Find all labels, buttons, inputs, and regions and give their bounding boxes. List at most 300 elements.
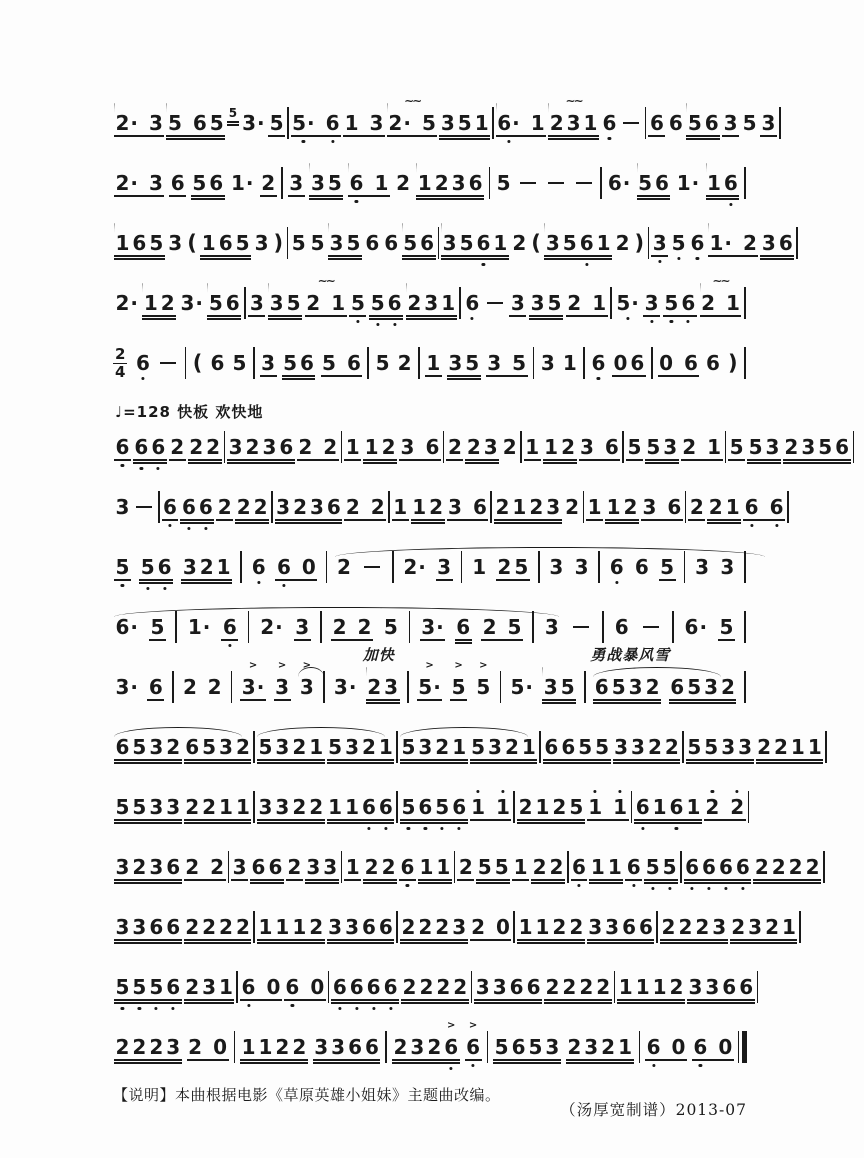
note-char: 1 [707,171,721,195]
beam-line [605,519,639,521]
note-group [256,737,326,757]
beam-line [651,255,668,257]
barline [651,347,653,379]
note-group [399,737,469,757]
note-char: 3 [345,735,359,759]
note-group [165,113,226,133]
octave-dot-low [356,320,359,323]
dash-note [517,173,540,193]
note-group [190,173,226,193]
note-group [180,677,199,697]
mordent-icon: ~~ [712,274,729,288]
note-group [572,557,591,577]
note-char: 2 [495,495,510,519]
note-char: 2· [115,171,139,195]
beam-line [231,879,248,881]
note-group [326,737,396,757]
beam-line [184,942,252,944]
beam-line [686,759,754,761]
note-group [240,113,268,133]
dash-line [573,626,589,628]
octave-dot-low [367,827,370,830]
beam-line [548,138,599,140]
beam-line [260,375,277,377]
beam-line [706,195,740,197]
note-char: 3 [275,735,290,759]
barline [341,851,343,883]
beam-line [327,762,395,764]
slur-arc [114,223,115,233]
note-char: 1 [345,435,360,459]
note-char: 2 [729,797,746,817]
beam-line [400,819,468,821]
barline [645,107,647,139]
note-char: 2 [309,795,324,819]
note-group [729,917,799,937]
note-char: 5 [131,977,148,997]
note-char: 6 [594,675,609,699]
note-group [624,857,643,877]
note-char: 6 [268,855,283,879]
beam-line [328,258,362,260]
note-char: 2 [805,855,820,879]
note-group [680,437,724,457]
note-char: 1 [258,1035,273,1059]
note-char: 3 [738,735,753,759]
beam-line [411,519,445,521]
note-char: 1 [562,351,577,375]
octave-dot-low [750,524,753,527]
caption-note: 【说明】本曲根据电影《草原英雄小姐妹》主题曲改编。 [113,1086,501,1104]
note-char: 6 [451,797,468,817]
note-char: 5 [512,351,527,375]
note-group [312,1037,382,1057]
note-group [343,857,362,877]
note-group [395,353,414,373]
beam-line [587,819,629,821]
note-char: 6 [346,351,361,375]
note-group [215,497,234,517]
note-group [259,353,278,373]
dash-line [487,302,503,304]
note-char: 2 [336,555,351,579]
beam-line [184,939,252,941]
note-char: 2 [458,855,473,879]
note-char: 5 [729,435,744,459]
barline [757,971,759,1003]
note-char: 5 [661,857,678,877]
beam-line [704,819,746,821]
barline [684,551,686,583]
barline [185,347,187,379]
note-char: 6 [209,171,224,195]
note-char: 0 [213,1035,228,1059]
dash-line [643,626,659,628]
note-group [636,173,672,193]
note-char: 3 [720,555,735,579]
beam-line [133,459,167,461]
beam-line [543,459,577,461]
note-char: 6 [361,797,378,817]
note-char: 2 [185,855,200,879]
note-char: 5 [401,735,416,759]
beam-line [406,315,457,317]
note-char: 3 [549,555,564,579]
note-char: 6 [604,435,619,459]
beam-line [625,879,642,881]
note-group [330,977,400,997]
note-char: 6 [768,497,785,517]
octave-dot-low [157,467,160,470]
note-char: 3 [261,351,276,375]
beam-line [658,375,700,377]
beam-line [707,519,741,521]
dash-note [640,617,663,637]
beam-line [486,375,528,377]
score-line-12 [113,784,747,830]
note-group [230,857,249,877]
note-char: 5 [687,111,702,135]
note-char: 3 [546,495,561,519]
beam-line [331,999,399,1001]
note-char: 3 [323,855,338,879]
note-group [289,233,308,253]
note-group [516,797,586,817]
beam-line [114,879,182,881]
note-group [304,274,348,315]
note-group [256,797,326,817]
note-group [113,677,141,697]
beam-line [659,579,676,581]
note-char: 2 [292,735,307,759]
barline [744,671,746,703]
note-group [331,677,359,697]
note-group [399,917,469,937]
barline [454,851,456,883]
octave-dot-low [677,257,680,260]
note-char: 5 [477,855,492,879]
beam-line [548,135,599,137]
note-char: 6 [251,855,266,879]
octave-dot-low [407,827,410,830]
note-char: 2 [245,435,260,459]
note-char: 6 [667,495,682,519]
beam-line [216,519,233,521]
beam-line [446,459,463,461]
note-char: 6 [386,293,403,313]
note-char: 6 [399,857,416,877]
note-char: 3 [688,975,703,999]
note-char: 1 [544,435,559,459]
note-group [643,857,679,877]
note-char: 3 [166,1035,181,1059]
beam-line [730,939,798,941]
note-char: 3 > [275,660,290,699]
beam-line [248,315,265,317]
note-group [424,353,443,373]
barline [538,551,540,583]
note-char: 2 [236,495,251,519]
beam-line [268,315,302,317]
note-group [454,617,473,637]
beam-line [416,198,484,200]
note-char: 1 [309,735,324,759]
note-char: 5 [562,231,577,255]
beam-line [114,258,165,260]
note-char: 1 [606,495,621,519]
note-group [644,1037,688,1057]
note-group [508,677,536,697]
note-char: 3· [333,675,357,699]
note-group [156,353,181,373]
beam-line [718,639,735,641]
note-char: 6· [496,113,522,133]
time-signature-numerator: 2 [115,345,126,363]
note-group [542,617,561,637]
note-group [113,557,132,577]
note-group [480,617,524,637]
beam-line [470,939,512,941]
barline [610,287,612,319]
note-char: 1 [596,231,611,255]
note-group [473,977,543,997]
beam-line [331,1002,399,1004]
note-group [547,557,566,577]
note-group [718,557,737,577]
beam-line [586,519,603,521]
octave-dot-low [626,317,629,320]
beam-line [634,822,702,824]
dot-duration: · [202,615,211,639]
note-char: 2 [206,435,221,459]
note-char: 2 [773,735,788,759]
note-group [585,497,604,517]
note-char: 5 [403,231,418,255]
beam-line [531,879,565,881]
note-group [401,233,437,253]
barline [396,731,398,763]
note-char: 5 [719,615,734,639]
beam-line [470,819,512,821]
note-char: 3· [115,675,139,699]
note-char: 5 [465,351,480,375]
note-char: 1· [676,171,700,195]
time-signature-denominator: 4 [115,362,126,381]
note-group [179,497,215,517]
octave-dot-low [187,527,190,530]
octave-dot-low [741,887,744,890]
note-char: 0 [718,1035,733,1059]
note-char: 1 [521,735,536,759]
note-char: 3 [314,1035,329,1059]
note-group [274,497,344,517]
score-line-16 [113,1020,747,1070]
note-char: 5 [383,615,398,639]
note-group [569,617,594,637]
note-group [391,1020,461,1059]
note-char: 1 [790,735,805,759]
note-char: 2 [708,495,723,519]
beam-line [663,315,697,317]
time-signature [113,346,127,380]
beam-line [184,1002,235,1004]
note-char: 6 [704,111,719,135]
note-char: 3 [614,735,629,759]
barline [648,227,650,259]
beam-line [400,759,468,761]
beam-line [669,699,737,701]
beam-line [162,519,179,521]
note-char: 5 [400,797,417,817]
beam-line [114,1062,182,1064]
note-char: 5 [627,435,642,459]
note-char: 2 [235,915,250,939]
beam-line [706,198,740,200]
note-group [342,113,386,133]
note-char: 6 [680,293,697,313]
note-group [475,857,511,877]
note-char: 2 [502,435,517,459]
note-char: 6 [778,231,793,255]
octave-dot-low [146,587,149,590]
beam-line [686,135,720,137]
note-char: 1 [635,975,650,999]
note-char: 5 [514,555,529,579]
note-group [273,660,292,699]
note-group [759,113,778,133]
note-group [699,274,743,315]
beam-line [517,939,585,941]
beam-line [349,315,366,317]
beam-line [181,579,232,581]
beam-line [114,762,182,764]
beam-line [686,138,720,140]
note-char: 2 [765,915,779,939]
note-char: 2 [160,291,175,315]
note-group [543,233,613,253]
note-group [362,857,398,877]
note-group [612,737,682,757]
note-char: 3 [442,231,457,255]
note-char: 6 [509,975,524,999]
note-char: 3 [149,171,163,195]
note-group [616,977,686,997]
note-group [516,917,586,937]
note-char: 3 [642,495,657,519]
beam-line [191,195,225,197]
note-char: 3 [328,915,343,939]
beam-line [114,759,182,761]
barline [796,227,798,259]
beam-line [756,759,824,761]
note-char: 5 [258,735,273,759]
barline [656,911,658,943]
beam-line [294,639,311,641]
note-char: 3 [761,111,776,135]
beam-line [235,519,269,521]
note-group [185,230,200,255]
beam-line [566,1062,634,1064]
beam-line [743,519,785,521]
octave-dot-high [476,790,479,793]
note-group [529,230,544,255]
dot-duration: · [631,291,639,315]
note-char: 6 [114,437,131,457]
beam-line [305,879,339,881]
note-char: 1 [686,795,701,819]
note-group [485,353,529,373]
note-group [658,557,677,577]
note-char: 3 [631,735,645,759]
note-char: 2 [784,435,799,459]
beam-line [637,198,671,200]
note-group [578,437,622,457]
note-char: 3 [295,615,310,639]
note-group [619,113,644,133]
note-char: 2 [345,495,360,519]
note-group [113,737,183,757]
beam-line [240,999,282,1001]
note-char: 3 [452,915,467,939]
beam-line [180,519,214,521]
note-char: 3 [605,915,620,939]
note-char: 1· [187,615,211,639]
note-char: 1 [292,915,307,939]
beam-line [392,1062,460,1064]
note-group [647,113,666,133]
note-group [183,797,253,817]
note-char: 2 [396,171,411,195]
beam-line [240,1062,308,1064]
note-char: 3 [765,435,780,459]
note-char: 5 [595,735,610,759]
note-char: 2 [447,435,462,459]
note-char: 0 [266,975,281,999]
beam-line [188,459,222,461]
note-char: 6 [180,497,197,517]
note-char: 2 [253,495,268,519]
beam-line [517,819,585,821]
beam-line [139,579,173,581]
note-group [249,857,285,877]
note-char: 2 [453,975,468,999]
beam-line [406,318,457,320]
octave-dot-low [384,827,387,830]
barline [584,671,586,703]
note-char: 6 [578,233,595,253]
accent-mark: > [447,1020,456,1031]
note-group [399,797,469,817]
beam-line [529,318,563,320]
note-group [470,557,489,577]
barline [487,1031,489,1063]
beam-line [114,195,164,197]
note-group [283,977,327,997]
note-char: 6 [511,1035,526,1059]
barline [490,491,492,523]
note-group [132,437,168,457]
note-group [267,293,303,313]
note-char: 5 [322,351,336,375]
accent-mark: > [248,660,258,671]
note-char: 2 [401,915,416,939]
beam-line [517,942,585,944]
note-char: 6 [365,1035,379,1059]
note-char: 2 [545,975,560,999]
note-char: 6 [197,497,214,517]
note-char: 6 [225,291,240,315]
note-group [166,233,185,253]
